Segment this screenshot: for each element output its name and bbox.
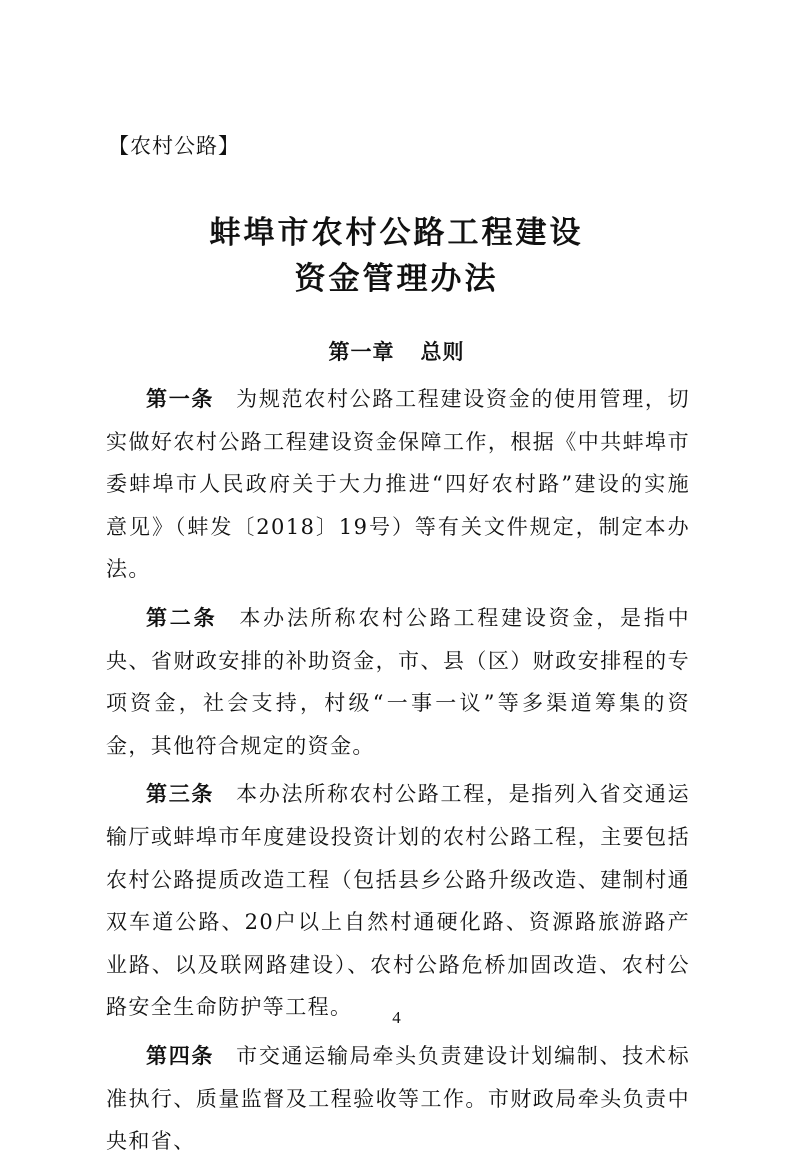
- document-title-line-1: 蚌埠市农村公路工程建设: [209, 215, 584, 251]
- article-4-text: 市交通运输局牵头负责建设计划编制、技术标准执行、质量监督及工程验收等工作。市财政局牵头负责中央和省、: [106, 1043, 691, 1154]
- category-tag: 【农村公路】: [108, 134, 240, 158]
- article-2-text: 本办法所称农村公路工程建设资金，是指中央、省财政安排的补助资金，市、县（区）财政安排程的专项资金，社会支持，村级“一事一议”等多渠道筹集的资金，其他符合规定的资金。: [106, 605, 690, 758]
- article-3-text: 本办法所称农村公路工程，是指列入省交通运输厅或蚌埠市年度建设投资计划的农村公路工程，主要包括农村公路提质改造工程（包括县乡公路升级改造、建制村通双车道公路、20户以上自然村通硬化路、资源路旅游路产业路、以及联网路建设）、农村公路危桥加固改造、农村公路安全生命防护等工程。: [106, 782, 691, 1020]
- chapter-heading: [0, 336, 793, 368]
- document-title-line-2: 资金管理办法: [294, 261, 499, 297]
- article-2: [106, 597, 690, 767]
- article-list: [106, 378, 690, 1169]
- article-2-label: 第二条: [146, 605, 218, 630]
- article-4-label: 第四条: [146, 1043, 215, 1068]
- article-1-label: 第一条: [146, 387, 215, 411]
- article-1-text: 为规范农村公路工程建设资金的使用管理，切实做好农村公路工程建设资金保障工作，根据《中共蚌埠市委蚌埠市人民政府关于大力推进“四好农村路”建设的实施意见》（蚌发〔2018〕19号）等有关文件规定，制定本办法。: [106, 387, 691, 582]
- chapter-name: 总则: [420, 340, 465, 364]
- article-1: [106, 378, 690, 591]
- article-3-label: 第三条: [146, 782, 215, 807]
- chapter-number: 第一章: [328, 340, 395, 364]
- article-3: [106, 773, 690, 1029]
- article-4: [106, 1035, 690, 1163]
- page-number: 4: [392, 1008, 401, 1027]
